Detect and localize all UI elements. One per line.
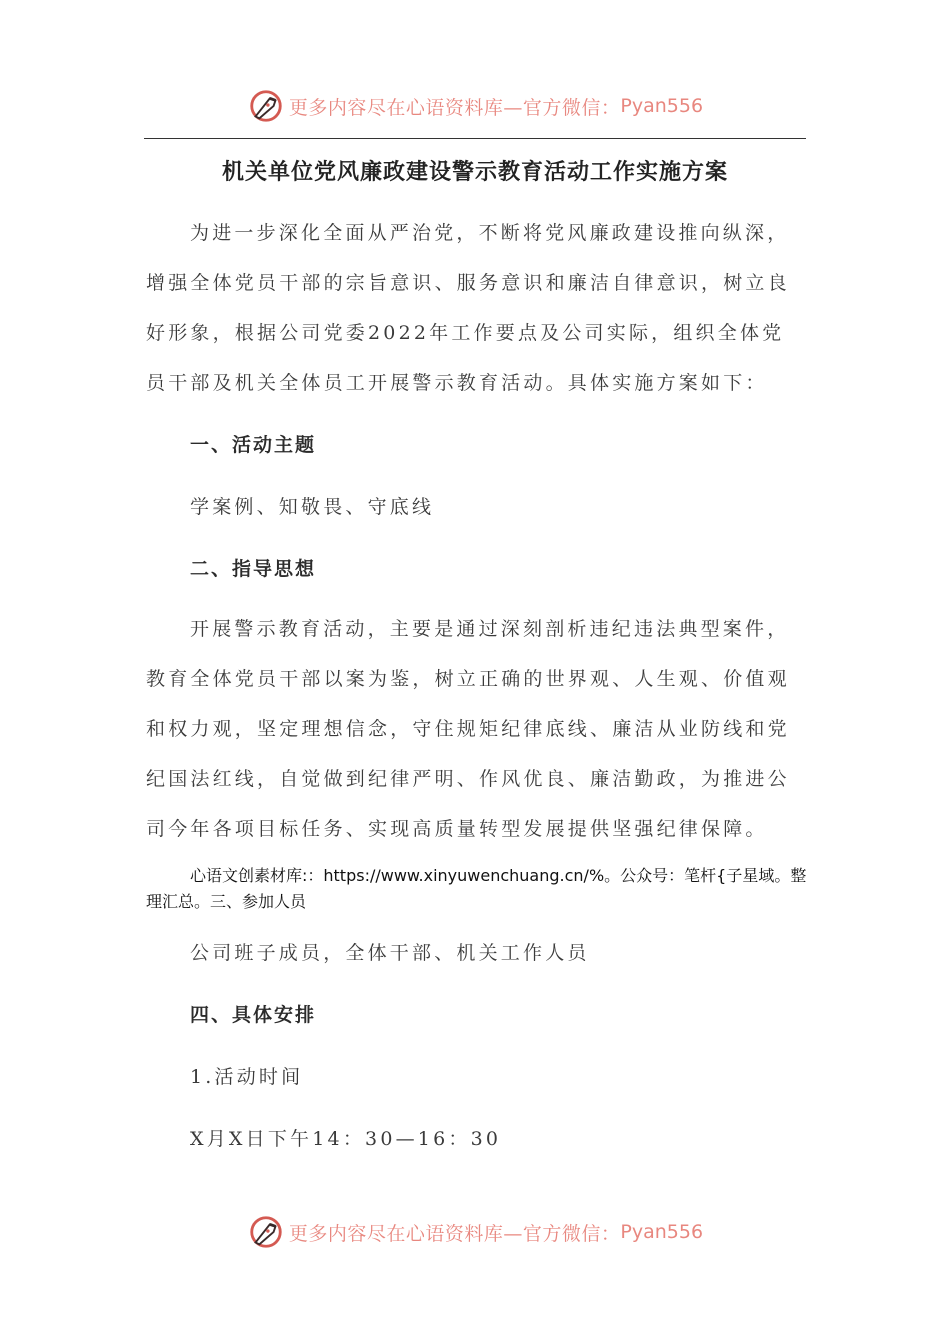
banner-text: 更多内容尽在心语资料库—官方微信： [288,96,621,119]
footer-banner [0,1210,950,1254]
activity-time-value: X月X日下午14：30—16：30 [190,1128,502,1150]
guiding-ideology-paragraph: 开展警示教育活动，主要是通过深刻剖析违纪违法典型案件，教育全体党员干部以案为鉴，树立正确的世界观、人生观、价值观和权力观，坚定理想信念，守住规矩纪律底线、廉洁从业防线和党纪国法红线，自觉做到纪律严明、作风优良、廉洁勤政，为推进公司今年各项目标任务、实现高质量转型发展提供坚强纪律保障。 [146,618,790,840]
document-title: 机关单位党风廉政建设警示教育活动工作实施方案 [221,160,728,185]
section-heading-arrangement: 四、具体安排 [190,1004,317,1026]
banner-wechat-id: Pyan556 [620,95,704,117]
intro-paragraph: 为进一步深化全面从严治党，不断将党风廉政建设推向纵深，增强全体党员干部的宗旨意识、服务意识和廉洁自律意识，树立良好形象，根据公司党委2022年工作要点及公司实际，组织全体党员干部及机关全体员工开展警示教育活动。具体实施方案如下： [146,222,790,394]
section-heading-guiding-ideology: 二、指导思想 [190,558,317,580]
pen-nib-logo-icon [247,87,285,125]
header-divider [144,138,806,139]
section-heading-theme: 一、活动主题 [190,434,317,456]
pen-nib-logo-icon [247,1213,285,1251]
participants-text: 公司班子成员，全体干部、机关工作人员 [190,942,590,964]
source-note: 心语文创素材库:：https://www.xinyuwenchuang.cn/%。公众号：笔杆{子星域。整理汇总。三、参加人员 [146,866,807,911]
banner-wechat-id: Pyan556 [620,1221,704,1243]
header-banner [0,84,950,128]
theme-text: 学案例、知敬畏、守底线 [190,496,435,518]
activity-time-label: 1.活动时间 [190,1066,304,1088]
banner-text: 更多内容尽在心语资料库—官方微信： [288,1222,621,1245]
